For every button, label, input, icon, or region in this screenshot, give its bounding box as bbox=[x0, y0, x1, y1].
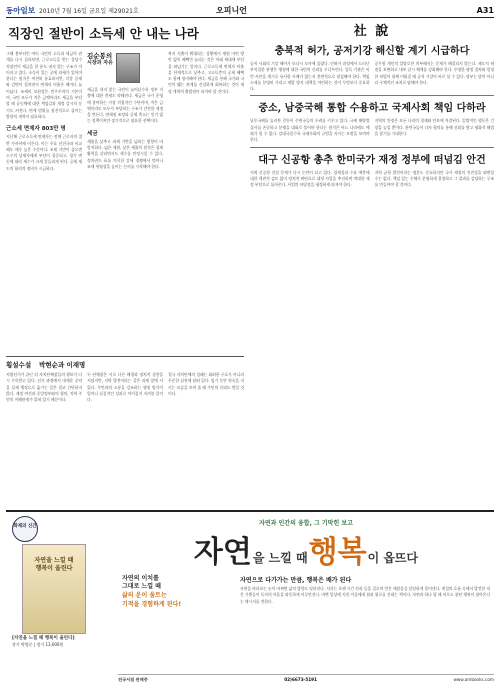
book-title-line2: 행복이 올린다 bbox=[35, 565, 73, 572]
ad-quote-2b: 기적을 경험하게 된다! bbox=[122, 601, 182, 608]
section-name: 오피니언 bbox=[216, 6, 247, 15]
column-label: 횡설수설 bbox=[6, 361, 32, 369]
new-book-badge: 화제의 신간 bbox=[12, 516, 38, 542]
body-text: 두 단체장은 서로 다른 배경과 정치적 성향을 지녔지만, 지역 발전이라는 같은 과제 앞에 서 있다. 주민과의 소통을 강조하는 행정 방식이 얼마나 실질적인 성과로 이어질지 지켜볼 일이다. bbox=[87, 372, 163, 403]
body-text: 세금을 내지 않는 국민이 늘어날수록 정부 지출에 대한 견제도 약해진다. 세금은 국가 운영에 참여하는 가장 직접적인 수단이며, 적은 금액이라도 모두가 부담하는 구조가 건전한 재정을 만든다. 면세점 조정과 공제 축소는 인기 없는 정책이지만 장기적으로 필요한 선택이다. bbox=[87, 87, 163, 124]
book-caption-body: 작가 박병준 | 정가 13,000원 bbox=[12, 641, 64, 647]
ad-footer-sales: 전국서점 판매중 bbox=[118, 677, 148, 682]
body-text: 지역 균형 발전이라는 명분도 중요하지만 국가 재정의 건전성을 외면할 수는 없다. 책임 있는 주체가 분명하게 결정하고 그 결과를 감당하는 구조를 만들어야 할 것이다. bbox=[374, 169, 494, 188]
ad-headline bbox=[118, 527, 494, 571]
column-title: 박현순과 이재명 bbox=[39, 361, 86, 369]
headline-word-nature: 자연 bbox=[193, 535, 252, 570]
body-text: 공직 사회의 기강 해이가 또다시 도마에 올랐다. 인허가 과정에서 드러난 부적절한 관행은 행정에 대한 국민의 신뢰를 무너뜨린다. 감독 기관은 이번 사안을 계기로 유사한 사례가 없는지 전면적으로 점검해야 한다. 책임 소재를 분명히 가리고 재발 방지 대책을 마련하는 것이 무엇보다 중요하다. bbox=[250, 61, 370, 92]
ad-right-heading: 자연으로 다가가는 만큼, 행복은 배가 된다 bbox=[240, 577, 352, 584]
book-advertisement bbox=[6, 510, 494, 687]
body-text: 결국 자치단체의 성패는 화려한 구호가 아니라 꾸준한 실천에 달려 있다. 임기 동안 약속을 지키는 모습을 보여 줄 때 주민의 신뢰도 쌓일 것이다. bbox=[168, 372, 244, 396]
ad-footer-website: www.ambooks.com bbox=[453, 677, 494, 682]
editorial-title: 대구 신공항 총추 한미국가 재정 정부에 떠넘김 안건 bbox=[258, 154, 486, 166]
body-text: 세율을 낮추고 과세 기반을 넓히는 방향이 바람직하다. 넓은 세원, 낮은 세율의 원칙은 경제 활력을 살리면서도 세수를 안정시킬 수 있다. 정치권도 표를 의식한 감세 경쟁에서 벗어나 조세 형평성을 높이는 논의를 시작해야 한다. bbox=[87, 138, 163, 169]
book-panel bbox=[12, 516, 112, 678]
page-number: A31 bbox=[476, 6, 494, 15]
divider bbox=[250, 95, 494, 96]
body-text: 지방선거가 끝난 뒤 자치단체장들의 행보가 다시 주목받고 있다. 선거 과정에서 내세운 공약을 실제 행정으로 옮기는 일은 결코 간단하지 않다. 재정 여건과 중앙정부와의 협의, 지역 주민의 이해관계가 얽혀 있기 때문이다. bbox=[6, 372, 82, 403]
headline-word-happiness: 행복 bbox=[308, 535, 367, 570]
page-header bbox=[6, 4, 494, 18]
editorial-title: 중소, 남중국해 통합 수용하고 국제사회 책임 다하라 bbox=[258, 103, 486, 115]
divider bbox=[6, 46, 244, 47]
author-name: 김순봉의 bbox=[87, 52, 113, 60]
newspaper-logo: 동아일보 bbox=[6, 6, 35, 15]
author-byline bbox=[87, 53, 163, 83]
body-text: 지역 신공항 건설 문제가 다시 논란이 되고 있다. 경제성과 수요 예측에 대한 객관적 검토 없이 정치적 판단으로 대형 사업을 추진하면 막대한 재정 부담으로 돌아온다. 사업의 타당성을 냉정하게 따져야 한다. bbox=[250, 169, 370, 188]
editorial-seal: 社 說 bbox=[353, 24, 391, 39]
column-title: 직장인 절반이 소득세 안 내는 나라 bbox=[8, 26, 199, 41]
ad-quote-1b: 그대로 느낄 때 bbox=[122, 583, 161, 590]
headline-word-end: 이 옵뜨다 bbox=[367, 551, 419, 565]
ad-footer-phone: 02)6673-5191 bbox=[284, 677, 318, 682]
subheading: 근소세 면제자 803만 명 bbox=[6, 126, 66, 133]
editorial-title: 충북적 허가, 공저기강 해신할 계기 시급하다 bbox=[274, 46, 470, 57]
ad-quote-2a: 삶의 운이 움트는 bbox=[122, 592, 167, 599]
ad-quote-1a: 자연의 이치를 bbox=[122, 575, 159, 582]
divider bbox=[250, 147, 494, 148]
body-text: 그해 봄부터인 여러 국민의 소득과 세금의 관계를 다시 살펴보면, 근로소득을 받는 상당수 직장인이 세금을 한 푼도 내지 않는 구조가 이어지고 있다. 소득이 있는 곳에 과세가 있어야 한다는 원칙은 여전히 유효하지만, 각종 공제와 감면이 겹치면서 면세자 비율은 해마다 늘어났다. 조세의 보편성은 민주주의의 기본이며, 국민 모두가 적은 금액이라도 세금을 부담할 때 공동체에 대한 책임감과 재정 감시의 동기도 커진다. 면세 범위를 점진적으로 줄이는 방향의 개혁이 필요하다. bbox=[6, 51, 82, 119]
ad-tagline: 자연과 인간의 융합, 그 기막힌 보고 bbox=[259, 520, 353, 527]
issue-date: 2010년 7월 16일 금요일 제29021호 bbox=[38, 8, 139, 15]
body-text: 지난해 근로소득세 면제자는 전체 근로자의 절반 가까이에 이른다. 이는 주요 선진국과 비교해도 매우 높은 수준이다. 조세 기반이 좁으면 소수의 납세자에게 부담이 집중되고, 경기 변동에 따라 세수가 크게 흔들리게 된다. 공제 제도의 합리적 정비가 시급하다. bbox=[6, 134, 82, 171]
editorial-section bbox=[250, 20, 494, 506]
body-text: 공무원 개인의 일탈로만 치부해서는 문제가 해결되지 않는다. 제도적 허점을 보완하고 내부 감시 체계를 강화해야 한다. 투명한 행정 절차와 엄정한 처벌이 함께 이뤄질 때 공직 기강이 바로 설 수 있다. 정부는 말이 아니라 구체적인 조치로 답해야 한다. bbox=[374, 61, 494, 85]
subheading: 세금 bbox=[87, 130, 98, 137]
column-top bbox=[6, 20, 244, 352]
column-bottom bbox=[6, 356, 244, 506]
body-text: 지역의 안정은 모든 나라의 경제와 안보에 직결된다. 일방적인 행동은 긴장을 높일 뿐이다. 관련국들이 다자 협의를 통해 신뢰를 쌓고 평화적 해법을 찾기를 기대한다. bbox=[374, 118, 494, 137]
ad-footer bbox=[118, 674, 494, 683]
ad-body-text: 자연을 바라보는 눈이 바뀌면 삶의 방향도 달라진다. 저자는 오랜 시간 산과 들을 걸으며 얻은 깨달음을 담담하게 풀어낸다. 계절의 흐름 속에서 발견한 작은 기쁨들이 독자의 마음을 따뜻하게 어루만진다. 바쁜 일상에 지친 이들에게 쉼과 위로를 건네는 책이다. 자연과 하나 될 때 비로소 참된 행복이 찾아온다는 메시지를 전한다. bbox=[240, 586, 490, 604]
body-text: 남중국해를 둘러싼 갈등이 주변국들의 우려를 키우고 있다. 국제 해양법 질서를 존중하고 분쟁을 대화로 풀어야 한다는 원칙은 어느 나라에도 예외가 될 수 없다. 강대국일수록 국제사회의 규범을 지키는 모범을 보여야 한다. bbox=[250, 118, 370, 143]
book-cover bbox=[22, 544, 86, 634]
book-caption-title: [자연을 느낄 때 행복이 올린다] bbox=[12, 636, 75, 641]
column-series: 시장과 자유 bbox=[87, 60, 113, 66]
headline-word-mid: 을 느낄 때 bbox=[252, 551, 308, 565]
author-photo bbox=[116, 53, 140, 83]
body-text: 복지 지출이 확대되는 상황에서 재원 마련 방안 없이 혜택만 늘리는 것은 미래 세대에 부담을 떠넘기는 일이다. 근로소득세 면제자 비율을 단계적으로 낮추고, 고소득층의 공제 혜택도 함께 정비해야 한다. 세금을 통해 국가와 국민이 맺는 관계를 건강하게 회복하는 것이 재정 개혁의 출발점이 되어야 할 것이다. bbox=[168, 51, 244, 94]
book-title-line1: 자연을 느낄 때 bbox=[34, 557, 74, 564]
